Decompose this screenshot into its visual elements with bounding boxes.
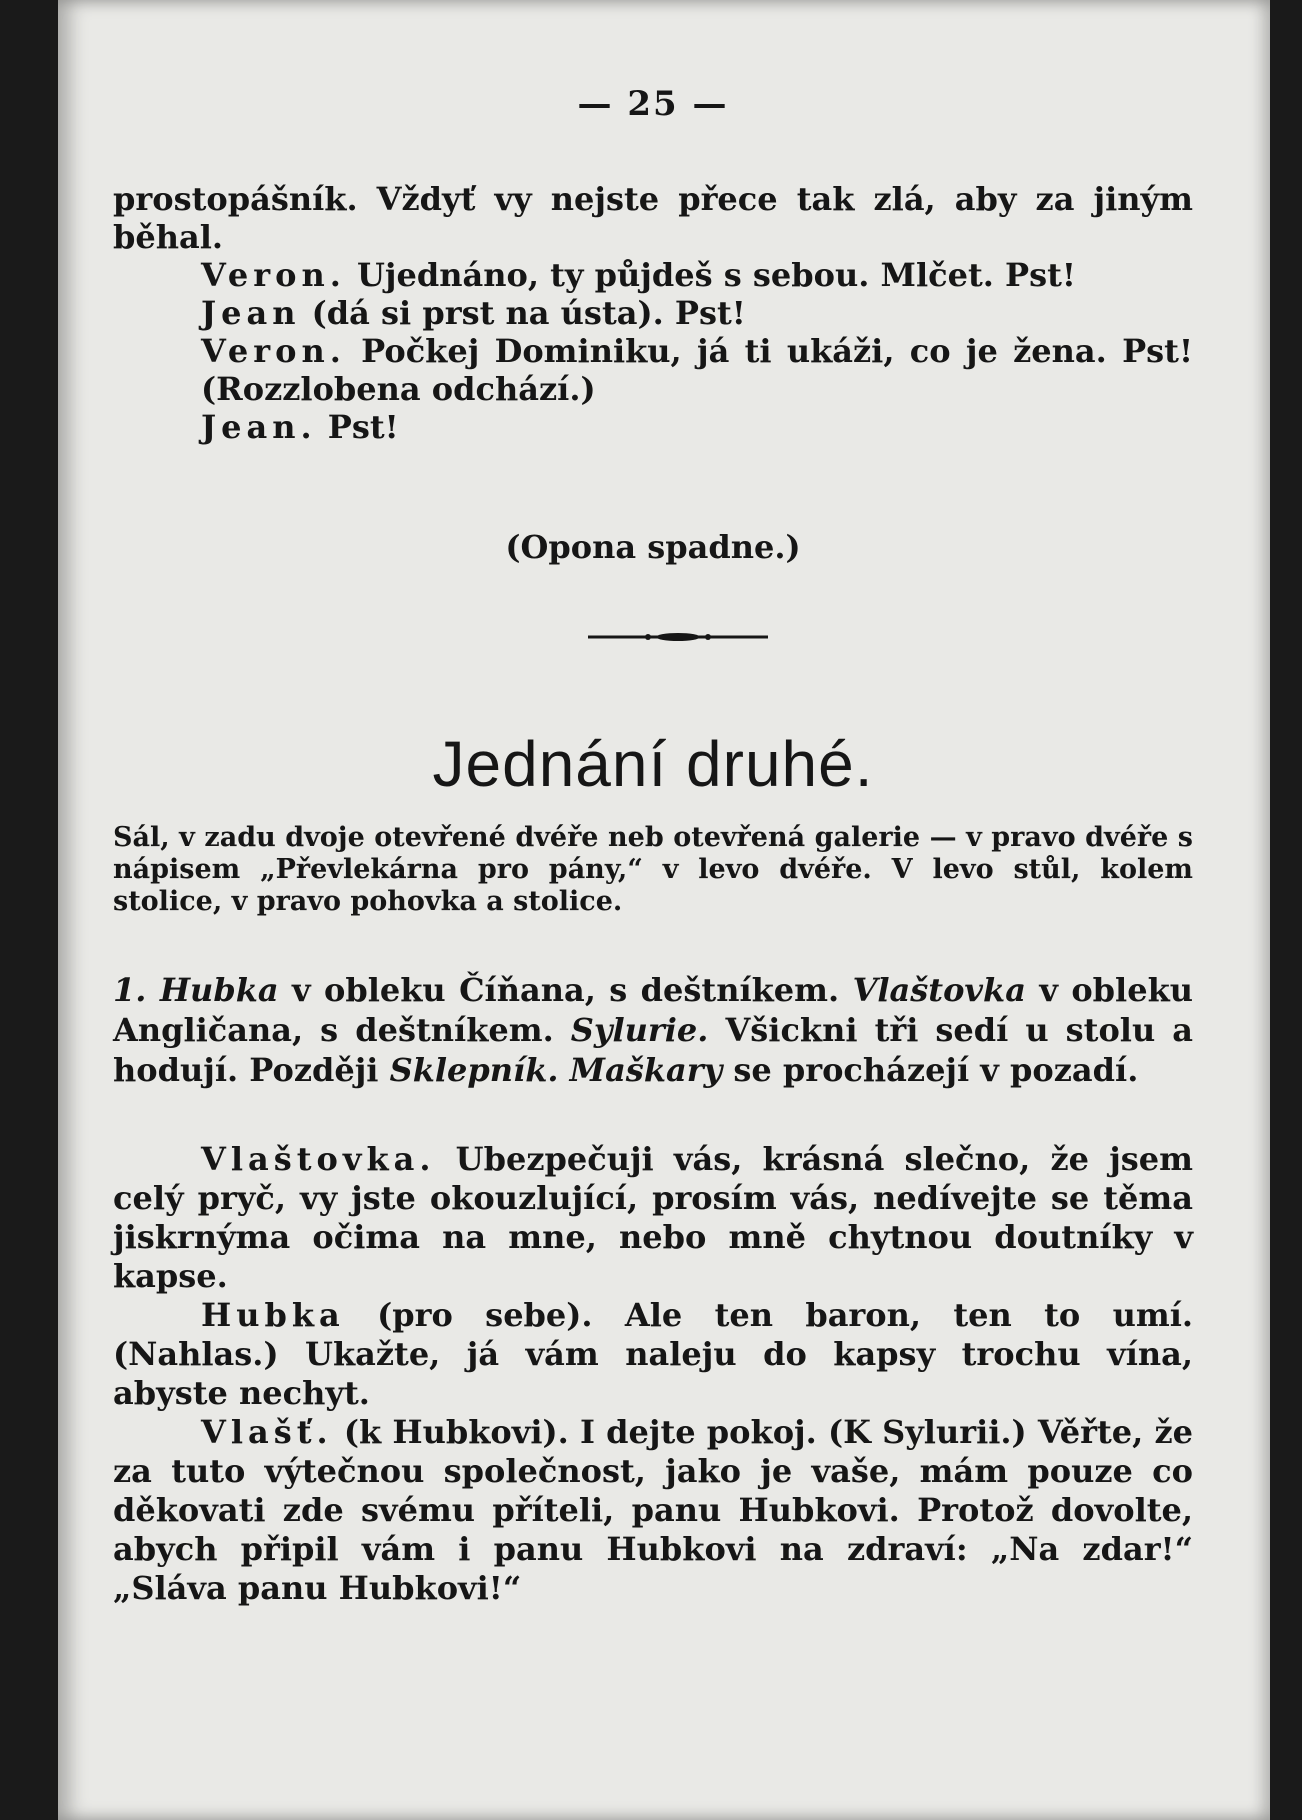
act-title: Jednání druhé. xyxy=(432,728,874,800)
speech: Počkej Dominiku, já ti ukáži, co je žena. Pst! (Rozzlobena odchází.) xyxy=(201,332,1193,408)
speaker: Jean xyxy=(201,294,301,332)
dialog-line xyxy=(113,256,1193,294)
speaker: Veron. xyxy=(201,256,346,294)
scene-text: v obleku Číňana, s deštníkem. xyxy=(278,971,853,1009)
speaker: Hubka xyxy=(201,1296,345,1334)
speech: (dá si prst na ústa). Pst! xyxy=(300,294,746,332)
scene-text: v obleku Angličana, s deštníkem. xyxy=(113,971,1193,1049)
speaker: Vlašť. xyxy=(201,1413,333,1451)
scene-description xyxy=(113,970,1193,1090)
ornament-divider xyxy=(588,632,768,642)
speech: Ubezpečuji vás, krásná slečno, že jsem celý pryč, vy jste okouzlující, prosím vás, nedívejte se těma jiskrnýma očima na mne, nebo mně chytnou doutníky v kapse. xyxy=(113,1140,1193,1295)
opening-paragraph xyxy=(113,180,1193,256)
dialog-line xyxy=(113,294,1193,332)
speech: Pst! xyxy=(316,408,399,446)
curtain-direction xyxy=(113,528,1193,566)
page-number: — 25 — xyxy=(577,84,729,124)
scene-cast xyxy=(113,970,1193,1090)
dialog-line xyxy=(113,332,1193,408)
book-page xyxy=(58,0,1270,1820)
scene-text: Všickni tři sedí u stolu a hodují. Později xyxy=(113,1011,1194,1089)
speaker: Veron. xyxy=(201,332,346,370)
dialog-section-1 xyxy=(113,256,1193,446)
speech: (k Hubkovi). I dejte pokoj. (K Sylurii.) Věřte, že za tuto výtečnou společnost, jako je vaše, mám pouze co děkovati zde svému příteli, panu Hubkovi. Protož dovolte, abych připil vám i panu Hubkovi na zdraví: „Na zdar!“ „Sláva panu Hubkovi!“ xyxy=(113,1413,1193,1607)
speech: Ujednáno, ty půjdeš s sebou. Mlčet. Pst! xyxy=(345,256,1076,294)
character-name: Maškary xyxy=(569,1051,723,1089)
dialog-line xyxy=(113,1413,1193,1608)
speech: (pro sebe). Ale ten baron, ten to umí. (Nahlas.) Ukažte, já vám naleju do kapsy trochu vína, abyste nechyt. xyxy=(113,1296,1193,1412)
character-name: Sklepník. xyxy=(389,1051,559,1089)
paragraph: prostopášník. Vždyť vy nejste přece tak zlá, aby za jiným běhal. xyxy=(113,180,1193,256)
dialog-line xyxy=(113,1140,1193,1296)
dialog-line xyxy=(113,408,1193,446)
scene-text: se procházejí v pozadí. xyxy=(722,1051,1139,1089)
dialog-line xyxy=(113,1296,1193,1413)
scene-text xyxy=(559,1051,570,1089)
scene-number: 1. xyxy=(113,971,147,1009)
stage-direction: Sál, v zadu dvoje otevřené dvéře neb otevřená galerie — v pravo dvéře s nápisem „Převlekárna pro pány,“ v levo dvéře. V levo stůl, kolem stolice, v pravo pohovka a stolice. xyxy=(113,822,1193,917)
curtain-text: (Opona spadne.) xyxy=(505,528,801,566)
speaker: Jean. xyxy=(201,408,317,446)
dialog-section-2 xyxy=(113,1140,1193,1608)
character-name: Vlaštovka xyxy=(852,971,1026,1009)
character-name: Hubka xyxy=(159,971,279,1009)
character-name: Sylurie. xyxy=(570,1011,709,1049)
speaker: Vlaštovka. xyxy=(201,1140,436,1178)
